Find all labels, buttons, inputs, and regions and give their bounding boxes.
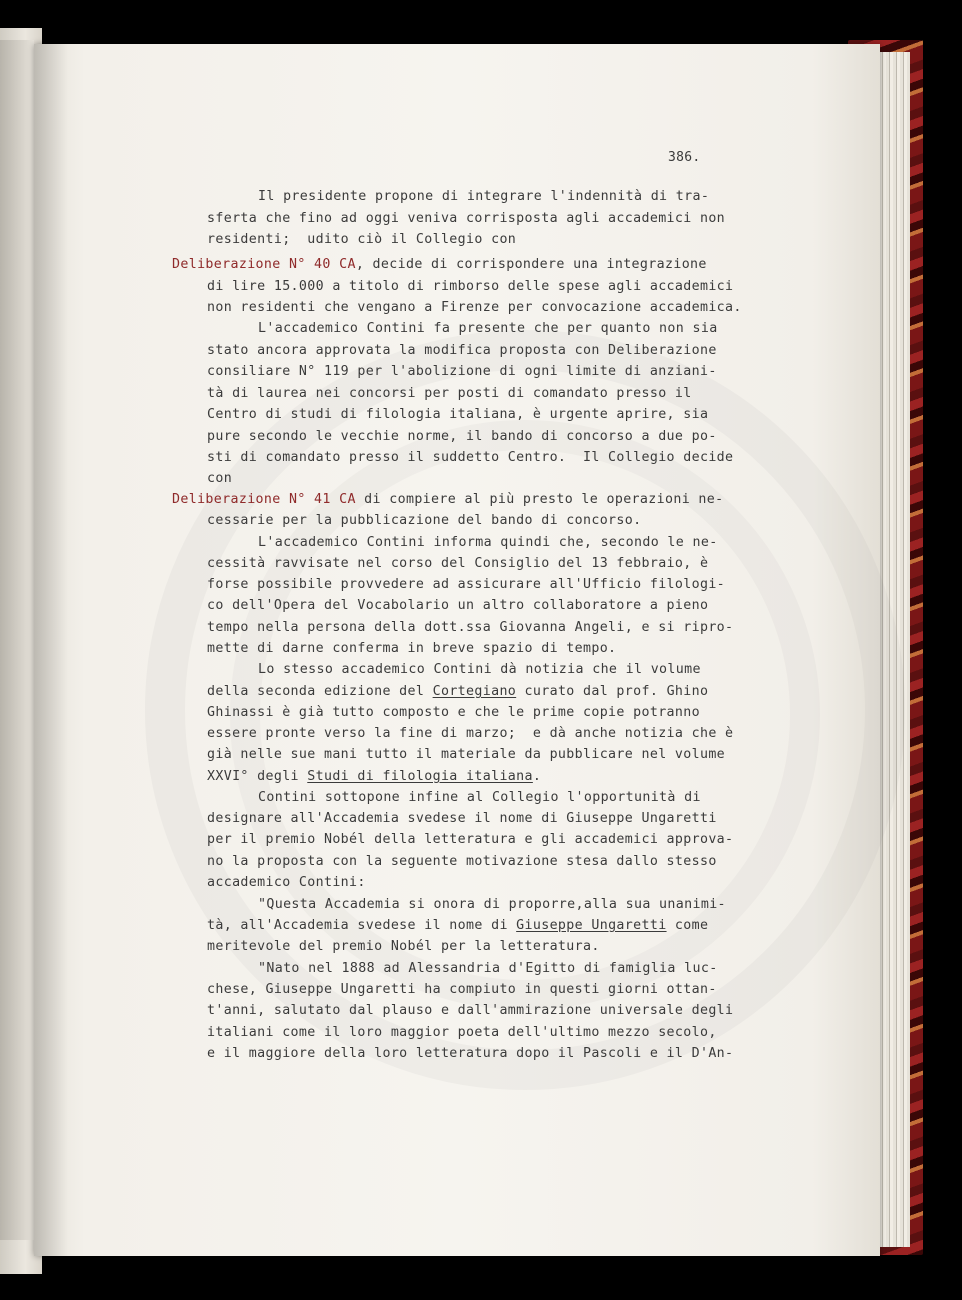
text-segment: . <box>532 769 542 784</box>
text-segment: co dell'Opera del Vocabolario un altro collaboratore a pieno <box>207 598 709 613</box>
underlined-title: Giuseppe Ungaretti <box>516 918 667 933</box>
text-segment: Lo stesso accademico Contini dà notizia che il volume <box>258 662 701 677</box>
text-line <box>207 832 733 847</box>
text-segment: non residenti che vengano a Firenze per convocazione accademica. <box>207 300 742 315</box>
text-line <box>207 471 232 486</box>
text-segment: mette di darne conferma in breve spazio di tempo. <box>207 641 617 656</box>
text-segment: L'accademico Contini informa quindi che, secondo le ne- <box>258 535 718 550</box>
text-segment: , decide di corrispondere una integrazione <box>355 257 707 272</box>
text-line <box>207 279 733 294</box>
text-line <box>207 556 708 571</box>
text-line <box>258 961 718 976</box>
text-segment: t'anni, salutato dal plauso e dall'ammirazione universale degli <box>207 1003 734 1018</box>
text-segment: stato ancora approvata la modifica proposta con Deliberazione <box>207 343 717 358</box>
text-line <box>207 854 717 869</box>
text-segment: Contini sottopone infine al Collegio l'opportunità di <box>258 790 701 805</box>
text-line <box>258 189 709 204</box>
text-line <box>207 343 717 358</box>
text-line <box>207 232 516 247</box>
text-segment: cessarie per la pubblicazione del bando di concorso. <box>207 513 642 528</box>
text-segment: pure secondo le vecchie norme, il bando di concorso a due po- <box>207 429 717 444</box>
text-segment: Il presidente propone di integrare l'indennità di tra- <box>258 189 710 204</box>
page-number: 386. <box>668 150 701 165</box>
text-segment: curato dal prof. Ghino <box>516 684 709 699</box>
text-segment: della seconda edizione del <box>207 684 433 699</box>
text-segment: L'accademico Contini fa presente che per quanto non sia <box>258 321 718 336</box>
text-line <box>258 321 718 336</box>
text-line <box>207 620 733 635</box>
deliberation-reference: Deliberazione N° 40 CA <box>172 257 356 272</box>
spine-shadow <box>34 44 68 1256</box>
text-segment: meritevole del premio Nobél per la letteratura. <box>207 939 600 954</box>
text-segment: sti di comandato presso il suddetto Centro. Il Collegio decide <box>207 450 734 465</box>
text-segment: cessità ravvisate nel corso del Consiglio del 13 febbraio, è <box>207 556 709 571</box>
text-line <box>207 1003 733 1018</box>
text-line <box>207 811 717 826</box>
text-segment: designare all'Accademia svedese il nome di Giuseppe Ungaretti <box>207 811 717 826</box>
text-line <box>207 939 600 954</box>
text-line <box>258 897 726 912</box>
text-segment: di compiere al più presto le operazioni ne- <box>355 492 724 507</box>
underlined-title: Cortegiano <box>432 684 517 699</box>
text-segment: già nelle sue mani tutto il materiale da pubblicare nel volume <box>207 747 726 762</box>
text-segment: consiliare N° 119 per l'abolizione di ogni limite di anziani- <box>207 364 717 379</box>
text-line <box>207 300 742 315</box>
text-segment: di lire 15.000 a titolo di rimborso delle spese agli accademici <box>207 279 734 294</box>
left-page-fold <box>0 40 34 1240</box>
deliberation-reference: Deliberazione N° 41 CA <box>172 492 356 507</box>
text-segment: tà di laurea nei concorsi per posti di comandato presso il <box>207 386 692 401</box>
text-line <box>172 257 707 272</box>
text-line <box>207 450 733 465</box>
text-line <box>207 726 733 741</box>
text-line <box>207 918 708 933</box>
text-segment: accademico Contini: <box>207 875 366 890</box>
text-segment: chese, Giuseppe Ungaretti ha compiuto in questi giorni ottan- <box>207 982 717 997</box>
text-segment: come <box>666 918 709 933</box>
text-line <box>207 875 366 890</box>
text-segment: sferta che fino ad oggi veniva corrisposta agli accademici non <box>207 211 726 226</box>
text-segment: forse possibile provvedere ad assicurare all'Ufficio filologi- <box>207 577 726 592</box>
text-line <box>207 684 708 699</box>
text-segment: tempo nella persona della dott.ssa Giovanna Angeli, e si ripro- <box>207 620 734 635</box>
text-line <box>172 492 723 507</box>
text-line <box>207 1025 717 1040</box>
text-segment: con <box>207 471 233 486</box>
text-line <box>207 598 708 613</box>
text-segment: per il premio Nobél della letteratura e gli accademici approva- <box>207 832 734 847</box>
text-line <box>207 407 708 422</box>
text-line <box>258 662 701 677</box>
text-line <box>258 790 701 805</box>
text-line <box>207 705 700 720</box>
text-segment: Centro di studi di filologia italiana, è urgente aprire, sia <box>207 407 709 422</box>
text-segment: "Questa Accademia si onora di proporre,alla sua unanimi- <box>258 897 726 912</box>
text-line <box>258 535 718 550</box>
text-line <box>207 747 725 762</box>
text-segment: italiani come il loro maggior poeta dell'ultimo mezzo secolo, <box>207 1025 717 1040</box>
text-segment: tà, all'Accademia svedese il nome di <box>207 918 517 933</box>
text-segment: essere pronte verso la fine di marzo; e dà anche notizia che è <box>207 726 734 741</box>
text-segment: Ghinassi è già tutto composto e che le prime copie potranno <box>207 705 700 720</box>
underlined-title: Studi di filologia italiana <box>307 769 533 784</box>
text-segment: no la proposta con la seguente motivazione stesa dallo stesso <box>207 854 717 869</box>
text-segment: XXVI° degli <box>207 769 308 784</box>
text-line <box>207 1046 733 1061</box>
text-line <box>207 513 641 528</box>
text-line <box>207 429 717 444</box>
text-segment: e il maggiore della loro letteratura dopo il Pascoli e il D'An- <box>207 1046 734 1061</box>
text-line <box>207 769 541 784</box>
text-line <box>207 641 616 656</box>
text-segment: "Nato nel 1888 ad Alessandria d'Egitto di famiglia luc- <box>258 961 718 976</box>
text-line <box>207 364 717 379</box>
text-line <box>207 577 725 592</box>
text-line <box>207 982 717 997</box>
text-line <box>207 211 725 226</box>
text-line <box>207 386 692 401</box>
text-segment: residenti; udito ciò il Collegio con <box>207 232 517 247</box>
